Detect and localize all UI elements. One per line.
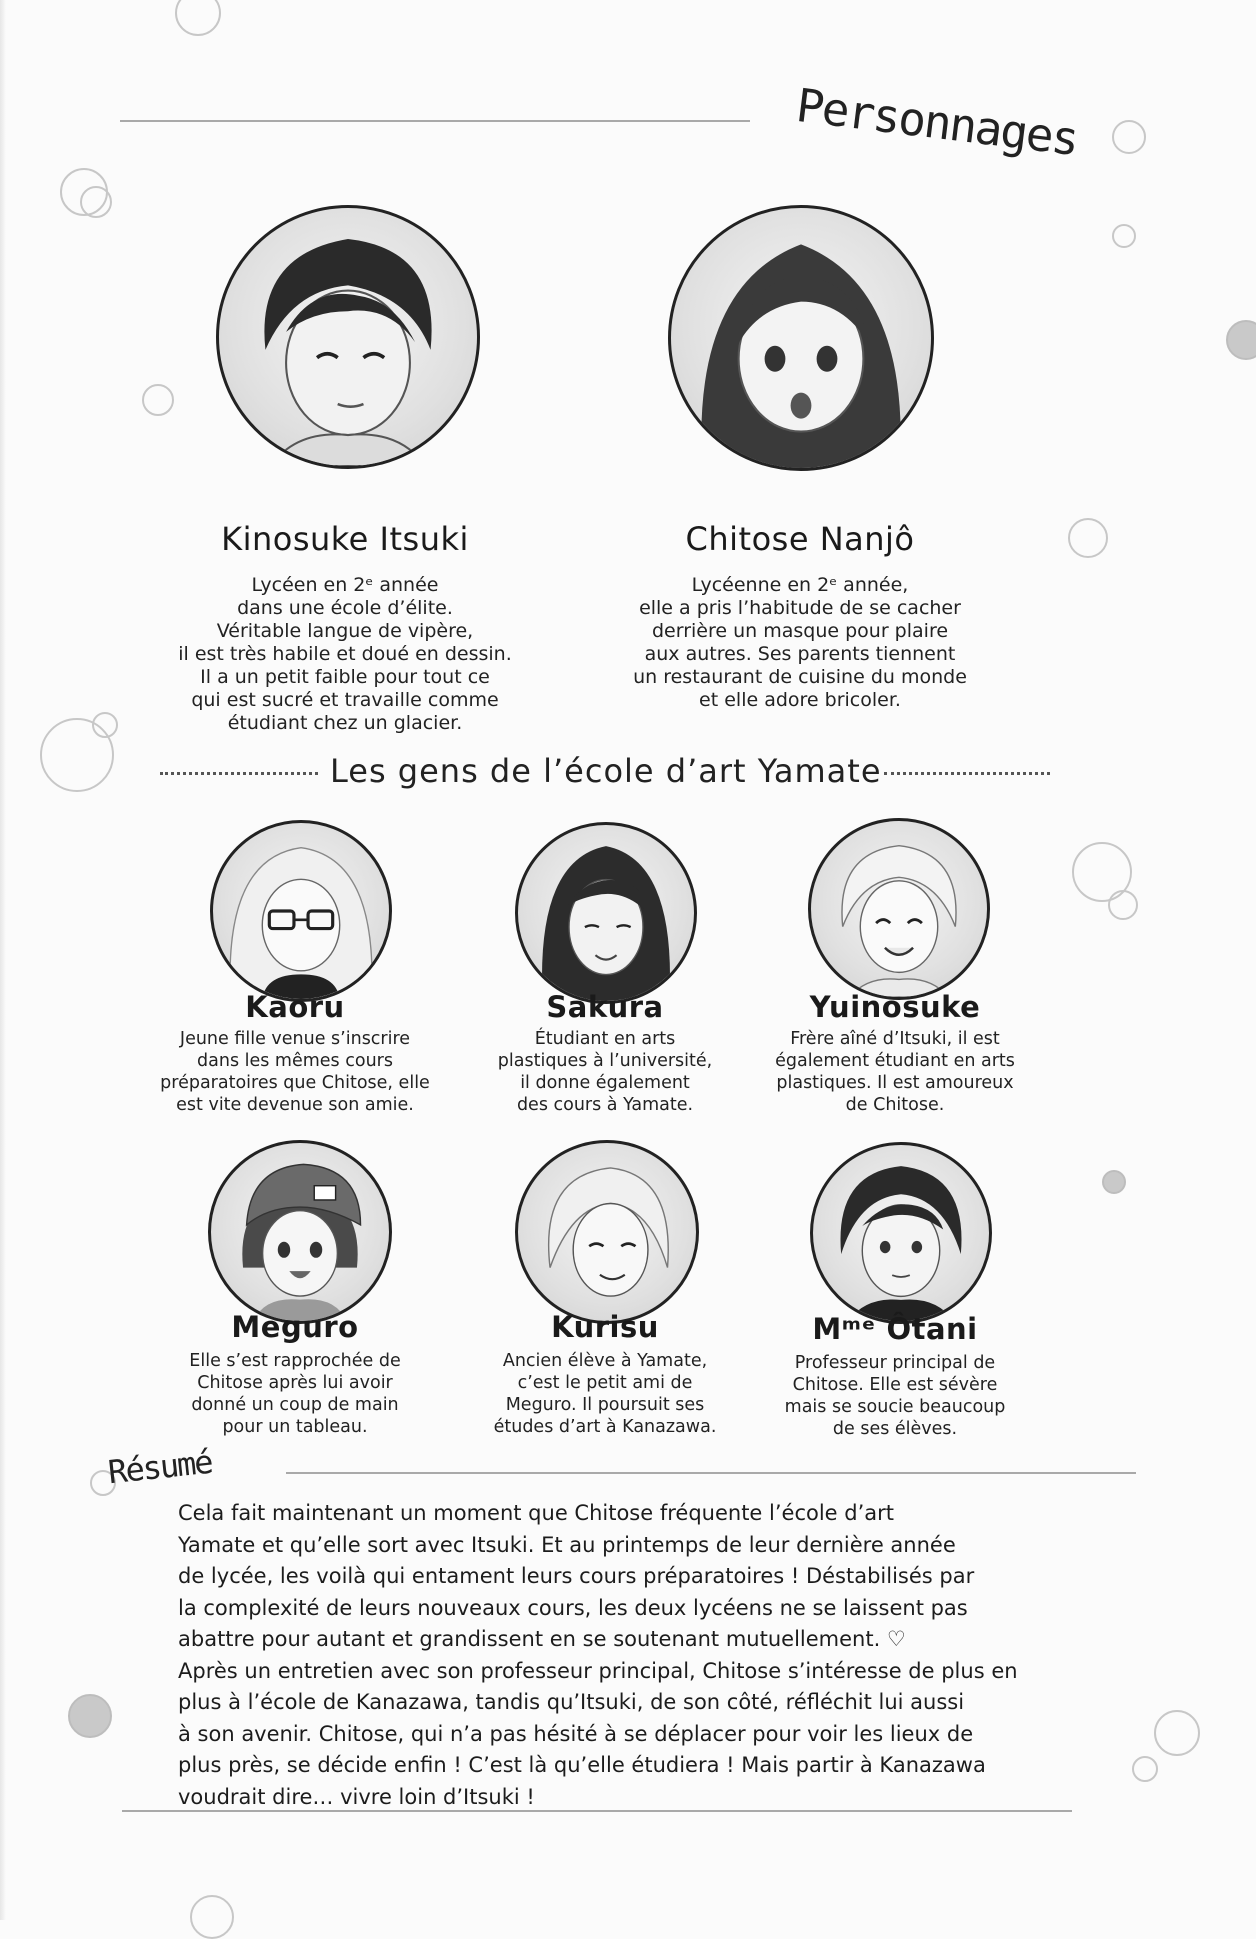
char-name-chitose-nanjo: Chitose Nanjô bbox=[685, 520, 915, 558]
char-name-yuinosuke: Yuinosuke bbox=[809, 990, 981, 1024]
summary-rule-bottom bbox=[122, 1810, 1072, 1812]
char-desc-sakura: Étudiant en arts plastiques à l’université, il donne également des cours à Yamate. bbox=[497, 1029, 713, 1115]
portrait-meguro bbox=[208, 1140, 392, 1324]
decor-bubble bbox=[92, 712, 118, 738]
section-title-school: Les gens de l’école d’art Yamate bbox=[330, 752, 882, 790]
section-divider-left bbox=[160, 772, 318, 775]
header-rule bbox=[120, 120, 750, 122]
char-name-kurisu: Kurisu bbox=[551, 1310, 659, 1344]
char-name-sakura: Sakura bbox=[546, 990, 664, 1024]
teacher-portrait-icon bbox=[813, 1145, 989, 1321]
blond-man-portrait-icon bbox=[518, 1143, 696, 1321]
summary-text: Cela fait maintenant un moment que Chitose fréquente l’école d’art Yamate et qu’elle sort avec Itsuki. Et au printemps de leur dernière année de lycée, les voilà qui entament leurs cours préparatoires ! Déstabilisés par la complexité de leurs nouveaux cours, les deux lycéens ne se laissent pas abattre pour autant et grandissent en se soutenant mutuellement. ♡ Après un entretien avec son professeur principal, Chitose s’intéresse de plus en plus à l’école de Kanazawa, tandis qu’Itsuki, de son côté, réfléchit lui aussi à son avenir. Chitose, qui n’a pas hésité à se déplacer pour voir les lieux de plus près, se décide enfin ! C’est là qu’elle étudiera ! Mais partir à Kanazawa voudrait dire… vivre loin d’Itsuki ! bbox=[178, 1501, 1018, 1809]
char-desc-chitose-nanjo: Lycéenne en 2ᵉ année, elle a pris l’habitude de se cacher derrière un masque pour plaire aux autres. Ses parents tiennent un restaurant de cuisine du monde et elle adore bricoler. bbox=[633, 574, 967, 711]
smiling-boy-portrait-icon bbox=[811, 821, 987, 997]
portrait-kurisu bbox=[515, 1140, 699, 1324]
summary-rule-top bbox=[286, 1472, 1136, 1474]
decor-bubble bbox=[1112, 120, 1146, 154]
decor-bubble bbox=[80, 186, 112, 218]
char-desc-yuinosuke: Frère aîné d’Itsuki, il est également étudiant en arts plastiques. Il est amoureux de Chitose. bbox=[775, 1029, 1015, 1115]
portrait-sakura bbox=[515, 822, 697, 1004]
glasses-girl-portrait-icon bbox=[213, 823, 389, 999]
decor-bubble bbox=[1068, 518, 1108, 558]
portrait-yuinosuke bbox=[808, 818, 990, 1000]
char-name-kaoru: Kaoru bbox=[245, 990, 345, 1024]
girl-portrait-icon bbox=[671, 208, 931, 468]
char-desc-kaoru: Jeune fille venue s’inscrire dans les mêmes cours préparatoires que Chitose, elle est vite devenue son amie. bbox=[160, 1029, 430, 1115]
char-desc-meguro: Elle s’est rapprochée de Chitose après lui avoir donné un coup de main pour un tableau. bbox=[189, 1351, 401, 1437]
decor-bubble bbox=[1226, 320, 1256, 360]
beanie-girl-portrait-icon bbox=[211, 1143, 389, 1321]
decor-bubble bbox=[190, 1895, 234, 1939]
section-divider-right bbox=[884, 772, 1050, 775]
char-name-kinosuke-itsuki: Kinosuke Itsuki bbox=[221, 520, 469, 558]
decor-bubble bbox=[1108, 890, 1138, 920]
summary-title: Résumé bbox=[106, 1442, 214, 1492]
char-desc-mme-otani: Professeur principal de Chitose. Elle est sévère mais se soucie beaucoup de ses élèves. bbox=[784, 1353, 1006, 1439]
page-edge bbox=[0, 0, 6, 1920]
char-desc-kinosuke-itsuki: Lycéen en 2ᵉ année dans une école d’élite. Véritable langue de vipère, il est très habile et doué en dessin. Il a un petit faible pour tout ce qui est sucré et travaille comme étudiant chez un glacier. bbox=[178, 574, 512, 734]
portrait-kinosuke-itsuki bbox=[216, 205, 480, 469]
decor-bubble bbox=[1102, 1170, 1126, 1194]
portrait-kaoru bbox=[210, 820, 392, 1002]
char-name-mme-otani: Mᵐᵉ Ôtani bbox=[812, 1312, 978, 1346]
decor-bubble bbox=[142, 384, 174, 416]
portrait-mme-otani bbox=[810, 1142, 992, 1324]
decor-bubble bbox=[175, 0, 221, 36]
page-title: Personnages bbox=[793, 78, 1081, 167]
decor-bubble bbox=[1112, 224, 1136, 248]
long-hair-man-portrait-icon bbox=[518, 825, 694, 1001]
portrait-chitose-nanjo bbox=[668, 205, 934, 471]
boy-portrait-icon bbox=[219, 208, 477, 466]
char-name-meguro: Meguro bbox=[231, 1310, 359, 1344]
char-desc-kurisu: Ancien élève à Yamate, c’est le petit ami de Meguro. Il poursuit ses études d’art à Kanazawa. bbox=[493, 1351, 717, 1437]
decor-bubble bbox=[68, 1694, 112, 1738]
